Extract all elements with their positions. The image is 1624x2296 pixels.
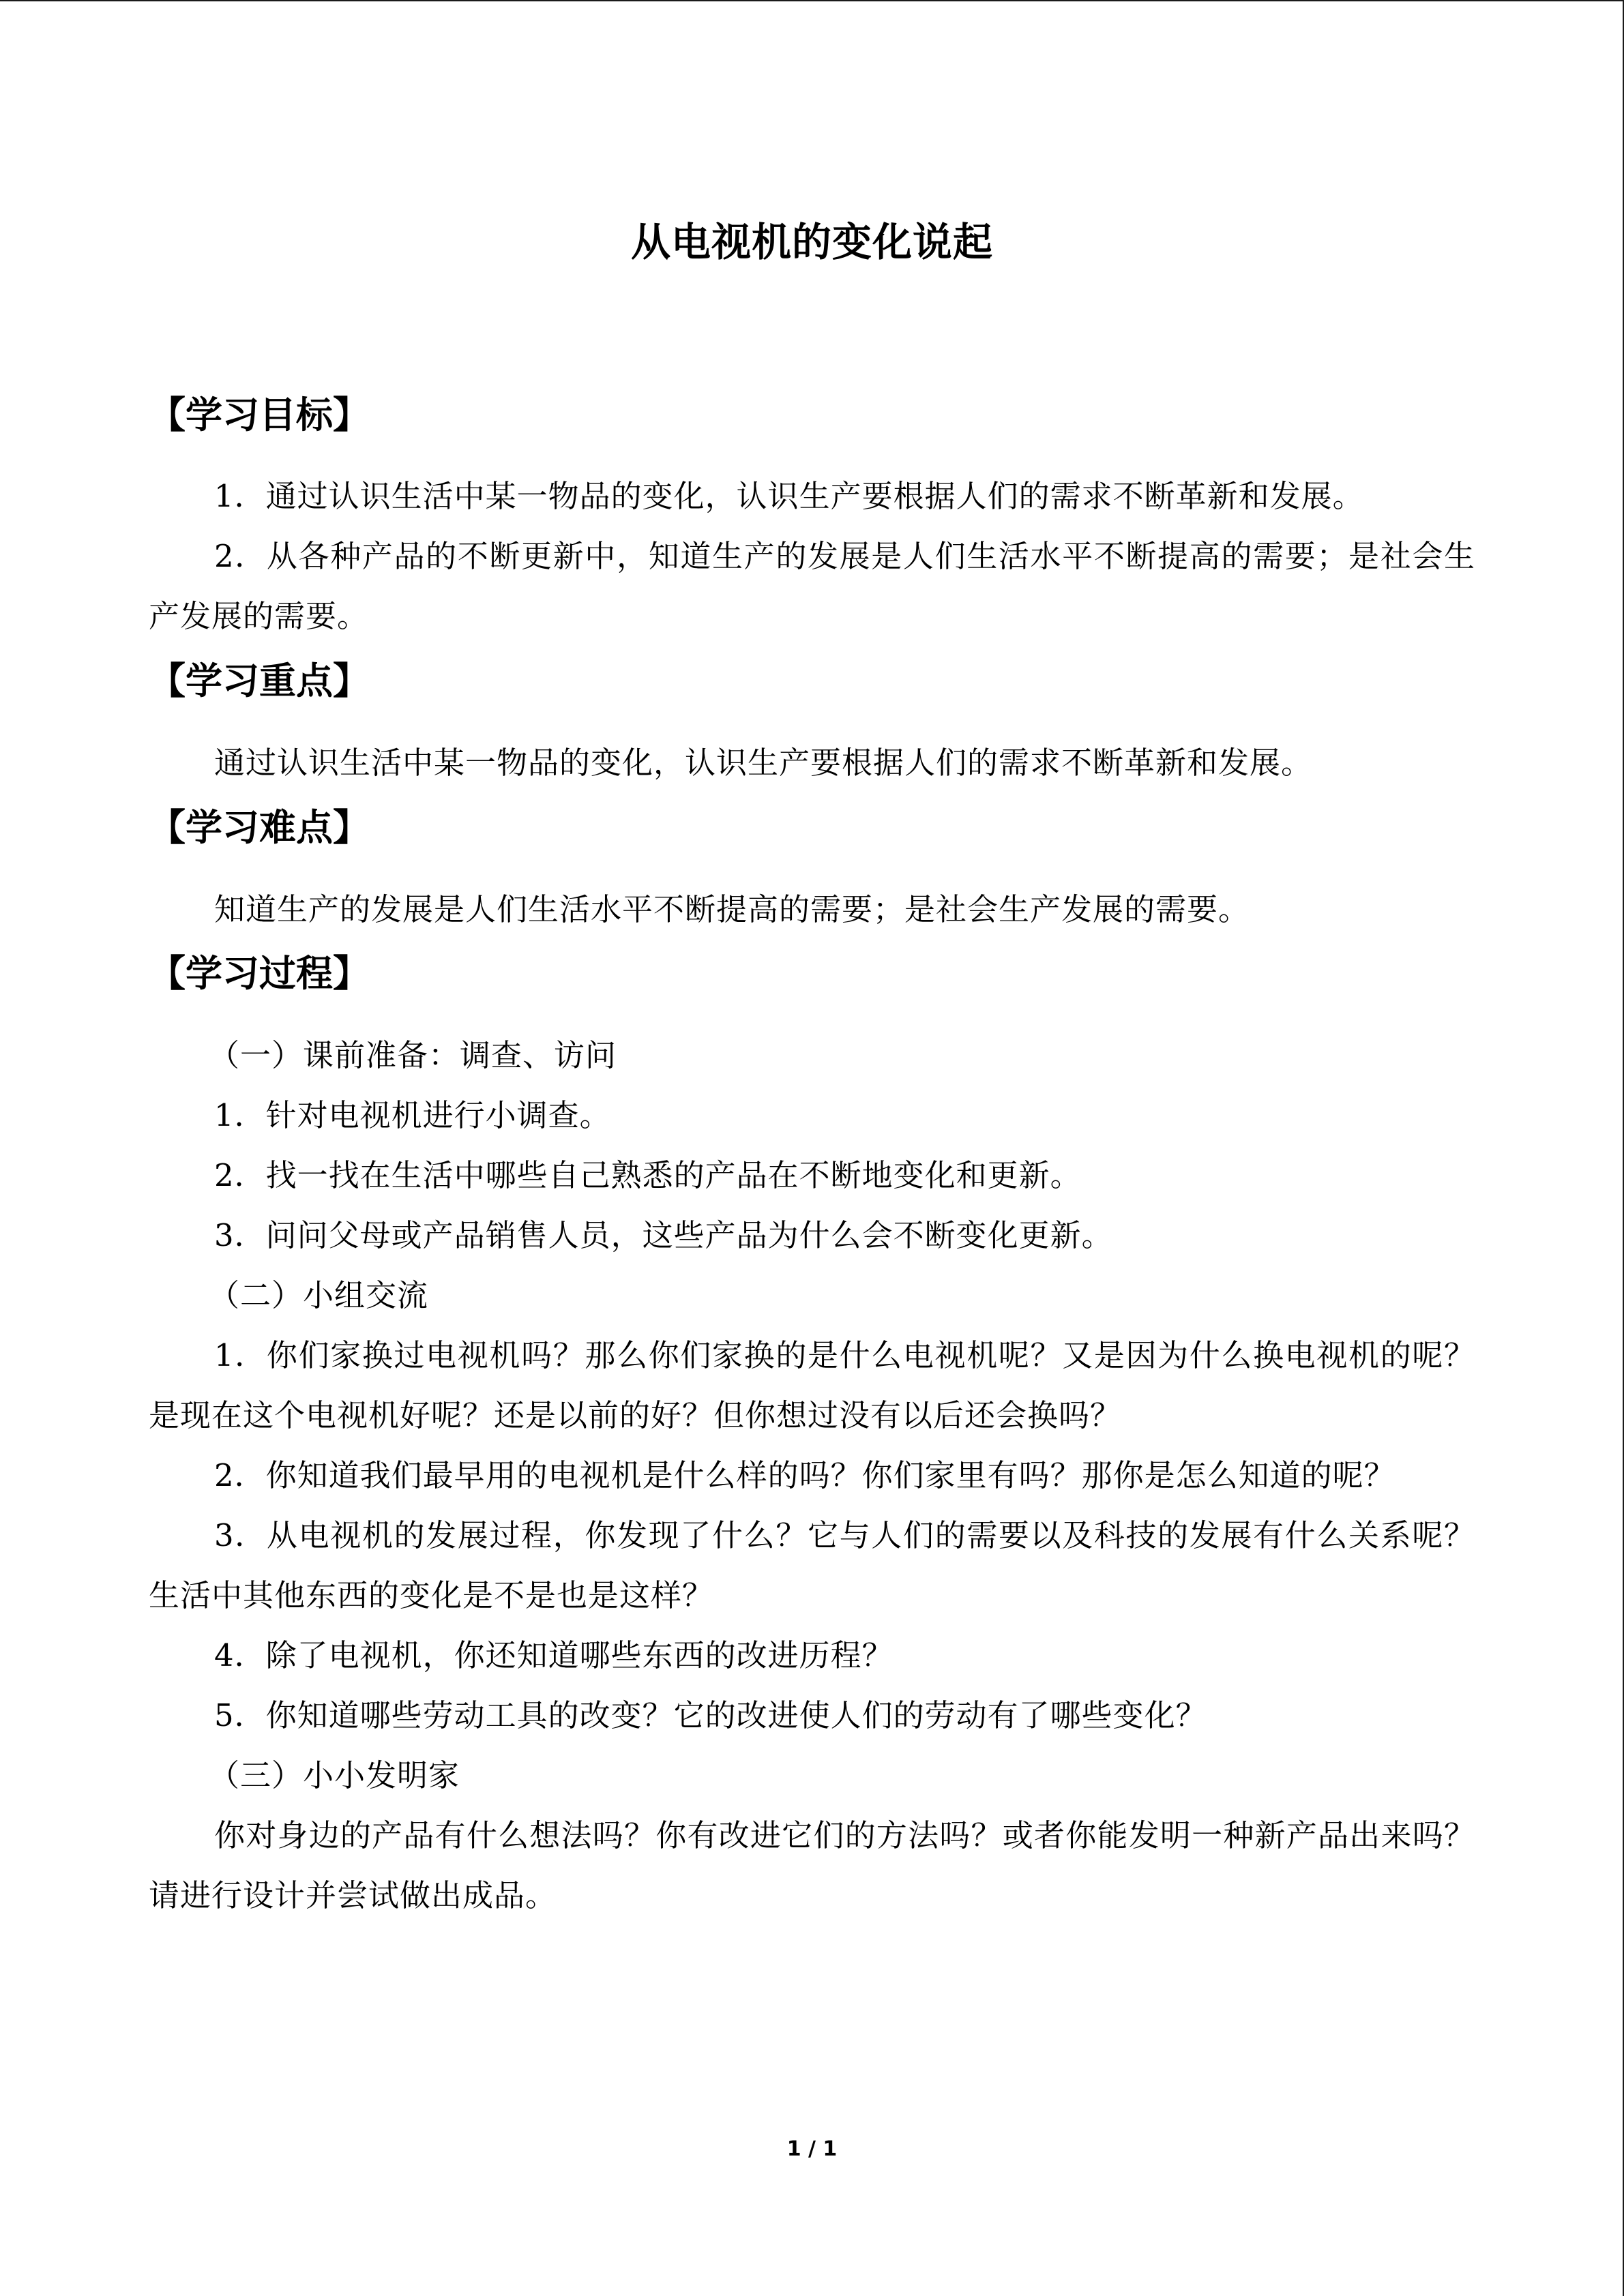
part3-text: 你对身边的产品有什么想法吗？你有改进它们的方法吗？或者你能发明一种新产品出来吗？请进行设计并尝试做出成品。 — [149, 1817, 1475, 1913]
part2-item-1: 1．你们家换过电视机吗？那么你们家换的是什么电视机呢？又是因为什么换电视机的呢？是现在这个电视机好呢？还是以前的好？但你想过没有以后还会换吗？ — [149, 1337, 1475, 1433]
goal-item-2: 2．从各种产品的不断更新中，知道生产的发展是人们生活水平不断提高的需要；是社会生产发展的需要。 — [149, 538, 1475, 634]
goal-item-1: 1．通过认识生活中某一物品的变化，认识生产要根据人们的需求不断革新和发展。 — [214, 478, 1364, 514]
part1-item-2: 2．找一找在生活中哪些自己熟悉的产品在不断地变化和更新。 — [214, 1157, 1082, 1193]
part2-item-3: 3．从电视机的发展过程，你发现了什么？它与人们的需要以及科技的发展有什么关系呢？生活中其他东西的变化是不是也是这样？ — [149, 1517, 1475, 1613]
heading-learning-goals: 【学习目标】 — [149, 393, 370, 436]
page-number: 1 / 1 — [786, 2137, 838, 2161]
part1-title: （一）课前准备：调查、访问 — [209, 1037, 617, 1073]
part2-title: （二）小组交流 — [209, 1277, 429, 1313]
part1-item-1: 1．针对电视机进行小调查。 — [214, 1097, 611, 1133]
part3-title: （三）小小发明家 — [209, 1757, 460, 1793]
part2-item-5: 5．你知道哪些劳动工具的改变？它的改进使人们的劳动有了哪些变化？ — [214, 1697, 1207, 1733]
document-title: 从电视机的变化说起 — [630, 219, 993, 265]
difficulties-text: 知道生产的发展是人们生活水平不断提高的需要；是社会生产发展的需要。 — [214, 891, 1250, 927]
key-points-text: 通过认识生活中某一物品的变化，认识生产要根据人们的需求不断革新和发展。 — [214, 745, 1313, 781]
part2-item-4: 4．除了电视机，你还知道哪些东西的改进历程？ — [214, 1637, 894, 1673]
heading-learning-process: 【学习过程】 — [149, 952, 370, 995]
part1-item-3: 3．问问父母或产品销售人员，这些产品为什么会不断变化更新。 — [214, 1217, 1113, 1253]
part2-item-2: 2．你知道我们最早用的电视机是什么样的吗？你们家里有吗？那你是怎么知道的呢？ — [214, 1457, 1396, 1493]
heading-difficulties: 【学习难点】 — [149, 806, 370, 849]
heading-key-points: 【学习重点】 — [149, 659, 370, 702]
